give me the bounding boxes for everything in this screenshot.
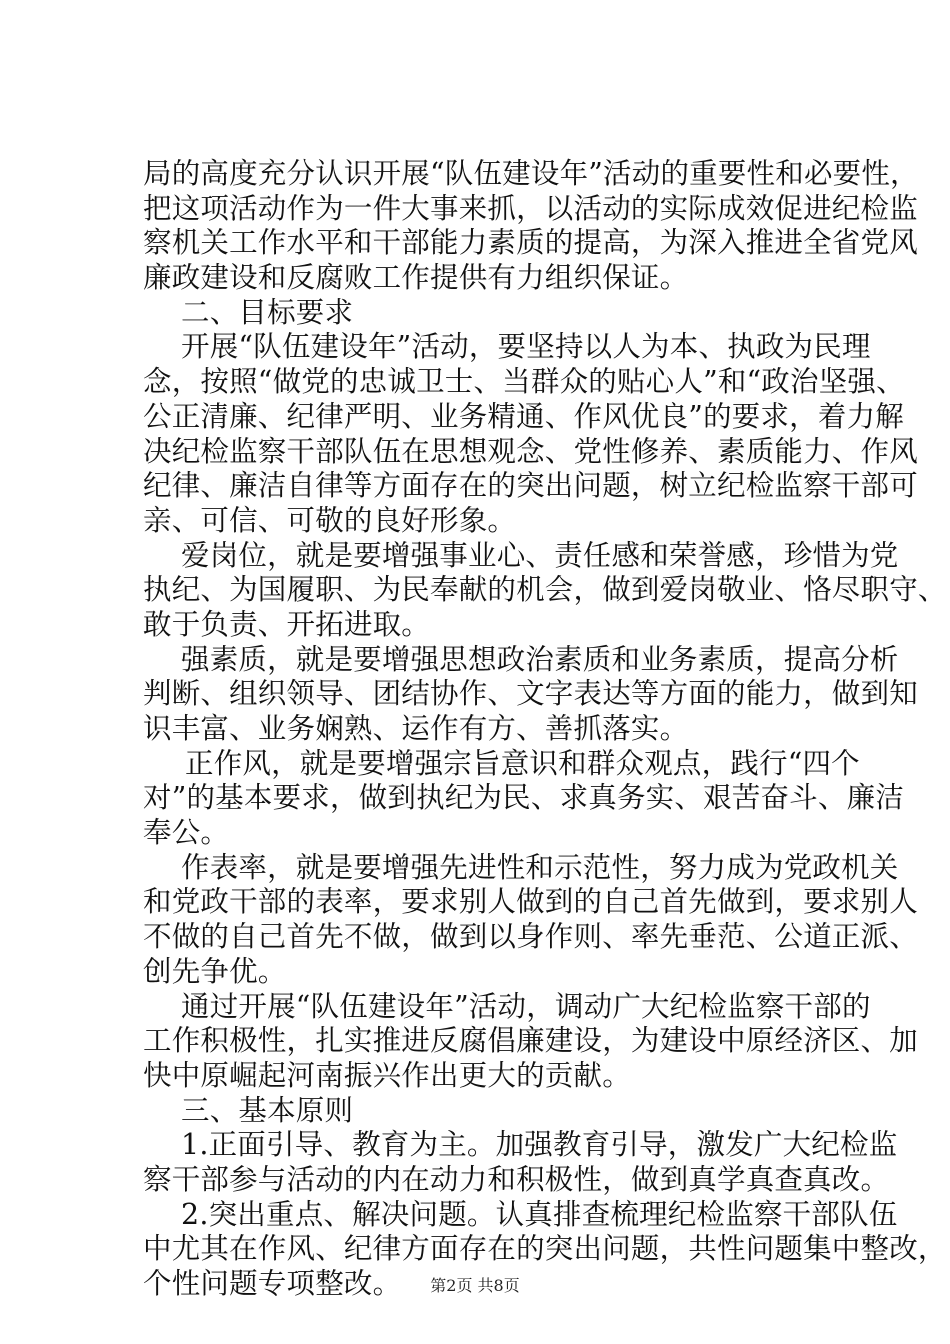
- body-line: 快中原崛起河南振兴作出更大的贡献。: [143, 1058, 631, 1092]
- section-heading: 三、基本原则: [181, 1093, 354, 1127]
- body-line: 不做的自己首先不做，做到以身作则、率先垂范、公道正派、: [143, 920, 918, 954]
- body-line: 个性问题专项整改。: [143, 1267, 402, 1300]
- body-line: 创先争优。: [143, 954, 287, 988]
- body-line: 正作风，就是要增强宗旨意识和群众观点，践行“四个: [185, 746, 860, 780]
- document-body: [143, 157, 947, 1302]
- body-line: 敢于负责、开拓进取。: [143, 607, 431, 641]
- body-line: 对”的基本要求，做到执纪为民、求真务实、艰苦奋斗、廉洁: [143, 781, 904, 815]
- body-line: 通过开展“队伍建设年”活动，调动广大纪检监察干部的: [181, 989, 871, 1023]
- body-line: 2.突出重点、解决问题。认真排查梳理纪检监察干部队伍: [181, 1197, 898, 1231]
- body-line: 爱岗位，就是要增强事业心、责任感和荣誉感，珍惜为党: [181, 538, 899, 572]
- body-line: 开展“队伍建设年”活动，要坚持以人为本、执政为民理: [181, 330, 871, 364]
- body-line: 亲、可信、可敬的良好形象。: [143, 503, 517, 537]
- body-line: 廉政建设和反腐败工作提供有力组织保证。: [143, 261, 689, 295]
- body-line: 决纪检监察干部队伍在思想观念、党性修养、素质能力、作风: [143, 434, 918, 468]
- body-line: 强素质，就是要增强思想政治素质和业务素质，提高分析: [181, 642, 899, 676]
- body-line: 察机关工作水平和干部能力素质的提高，为深入推进全省党风: [143, 226, 918, 260]
- body-line: 判断、组织领导、团结协作、文字表达等方面的能力，做到知: [143, 677, 918, 711]
- body-line: 念，按照“做党的忠诚卫士、当群众的贴心人”和“政治坚强、: [143, 365, 905, 399]
- body-line: 1.正面引导、教育为主。加强教育引导，激发广大纪检监: [181, 1128, 898, 1162]
- body-line: 作表率，就是要增强先进性和示范性，努力成为党政机关: [181, 850, 899, 884]
- body-line: 中尤其在作风、纪律方面存在的突出问题，共性问题集中整改，: [143, 1232, 947, 1266]
- body-line: 执纪、为国履职、为民奉献的机会，做到爱岗敬业、恪尽职守、: [143, 573, 947, 607]
- body-line: 把这项活动作为一件大事来抓，以活动的实际成效促进纪检监: [143, 191, 918, 225]
- page-number: 第2页 共8页: [430, 1276, 520, 1295]
- page-footer: [0, 1276, 950, 1296]
- body-line: 公正清廉、纪律严明、业务精通、作风优良”的要求，着力解: [143, 399, 904, 433]
- body-line: 纪律、廉洁自律等方面存在的突出问题，树立纪检监察干部可: [143, 469, 918, 503]
- body-line: 和党政干部的表率，要求别人做到的自己首先做到，要求别人: [143, 885, 918, 919]
- body-line: 工作积极性，扎实推进反腐倡廉建设，为建设中原经济区、加: [143, 1024, 918, 1058]
- body-line: 奉公。: [143, 816, 230, 850]
- body-line: 识丰富、业务娴熟、运作有方、善抓落实。: [143, 712, 689, 745]
- body-line: 局的高度充分认识开展“队伍建设年”活动的重要性和必要性，: [143, 157, 919, 190]
- body-line: 察干部参与活动的内在动力和积极性，做到真学真查真改。: [143, 1162, 890, 1196]
- section-heading: 二、目标要求: [181, 295, 354, 329]
